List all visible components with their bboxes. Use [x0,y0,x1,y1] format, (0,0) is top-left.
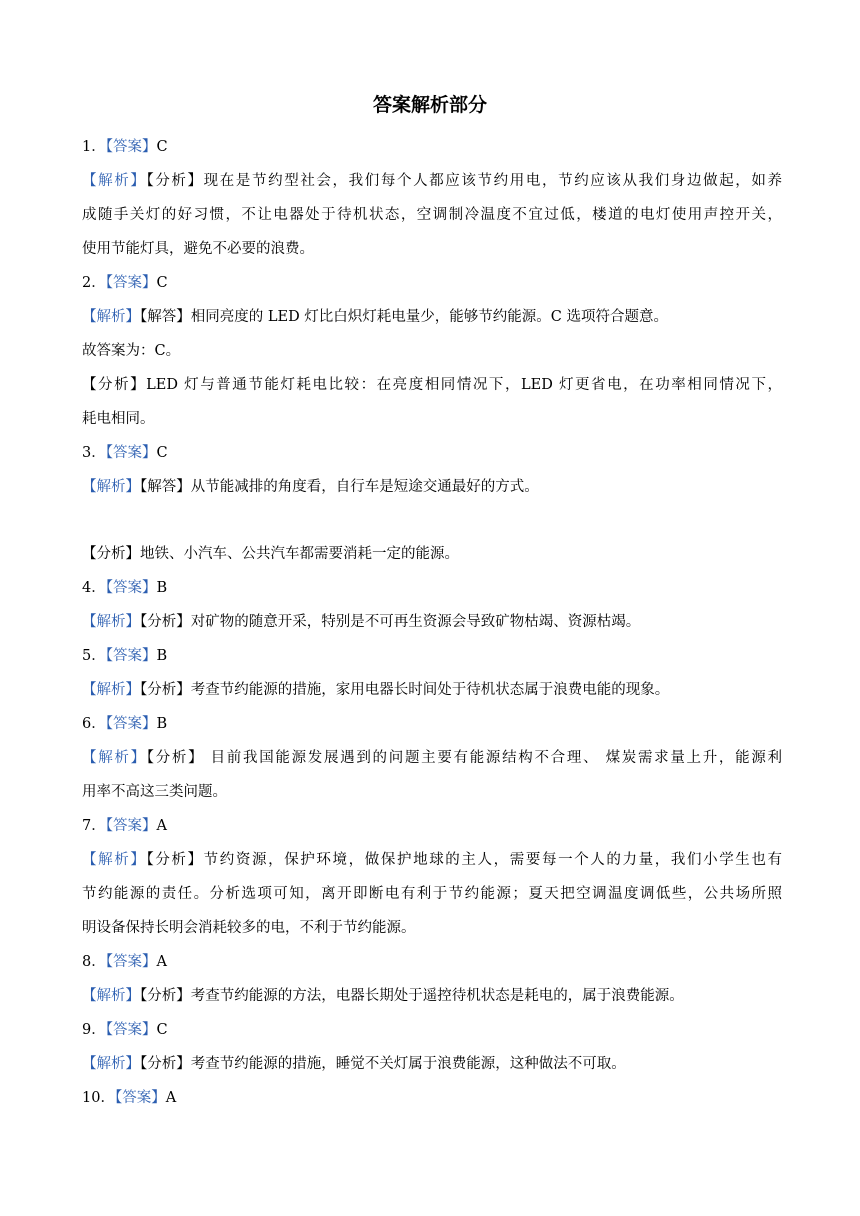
answer-line-3 [82,436,782,470]
answer-value: C [156,445,168,461]
answer-line-2 [82,266,782,300]
item-number: 2． [82,275,106,291]
explanation-line [82,605,782,639]
fenxi-tag: 【分析】 [146,852,204,868]
item-number: 4． [82,580,106,596]
item-number: 9． [82,1022,106,1038]
answer-value: B [156,580,168,596]
explanation-text: 考查节约能源的措施，家用电器长时间处于待机状态属于浪费电能的现象。 [190,682,670,698]
analysis-line [82,537,782,571]
jiexi-tag: 【解析】 [82,479,140,495]
answer-value: B [156,648,168,664]
answer-tag: 【答案】 [105,716,157,732]
analysis-line: 耗电相同。 [82,411,155,427]
explanation-text: 节约资源，保护环境，做保护地球的主人，需要每一个人的力量，我们小学生也有 [203,852,782,868]
answer-tag: 【答案】 [105,818,157,834]
explanation-text: 对矿物的随意开采，特别是不可再生资源会导致矿物枯竭、资源枯竭。 [190,614,641,630]
answer-tag: 【答案】 [105,445,157,461]
answer-value: C [156,139,168,155]
jiexi-tag: 【解析】 [82,173,147,189]
explanation-text: 目前我国能源发展遇到的问题主要有能源结构不合理、 煤炭需求量上升，能源利 [204,750,782,766]
fenxi-tag: 【分析】 [82,377,147,393]
fenxi-tag: 【分析】 [140,614,191,630]
jieda-tag: 【解答】 [140,309,191,325]
explanation-text: 考查节约能源的措施，睡觉不关灯属于浪费能源，这种做法不可取。 [190,1056,626,1072]
fenxi-tag: 【分析】 [140,1056,191,1072]
page-title: 答案解析部分 [372,94,487,116]
answer-tag: 【答案】 [114,1090,166,1106]
jiexi-tag: 【解析】 [82,614,140,630]
answer-tag: 【答案】 [105,954,157,970]
analysis-line [82,368,782,402]
answer-value: A [165,1090,177,1106]
fenxi-tag: 【分析】 [82,546,140,562]
item-number: 3． [82,445,106,461]
answer-line-9 [82,1013,782,1047]
answer-line-4 [82,571,782,605]
explanation-line [82,673,782,707]
jiexi-tag: 【解析】 [82,988,140,1004]
item-number: 6． [82,716,106,732]
item-number: 1． [82,139,106,155]
fenxi-tag: 【分析】 [146,750,205,766]
item-number: 10． [82,1090,115,1106]
explanation-line: 成随手关灯的好习惯，不让电器处于待机状态，空调制冷温度不宜过低，楼道的电灯使用声控开关， [82,207,782,223]
answer-line-6 [82,707,782,741]
explanation-text: 现在是节约型社会，我们每个人都应该节约用电，节约应该从我们身边做起，如养 [203,173,782,189]
explanation-line [82,1047,782,1081]
fenxi-tag: 【分析】 [140,988,191,1004]
fenxi-tag: 【分析】 [146,173,204,189]
explanation-line [82,470,782,504]
answer-value: C [156,1022,168,1038]
answer-line-1 [82,130,782,164]
explanation-line [82,741,782,775]
explanation-line: 节约能源的责任。分析选项可知，离开即断电有利于节约能源；夏天把空调温度调低些，公共场所照 [82,886,782,902]
answer-tag: 【答案】 [105,1022,157,1038]
jiexi-tag: 【解析】 [82,1056,140,1072]
jiexi-tag: 【解析】 [82,750,147,766]
explanation-line [82,979,782,1013]
item-number: 7． [82,818,106,834]
explanation-line [82,843,782,877]
explanation-line: 明设备保持长明会消耗较多的电，不利于节约能源。 [82,920,416,936]
analysis-text: 地铁、小汽车、公共汽车都需要消耗一定的能源。 [140,546,459,562]
answer-line-7 [82,809,782,843]
explanation-line: 用率不高这三类问题。 [82,784,227,800]
explanation-text: 考查节约能源的方法，电器长期处于遥控待机状态是耗电的，属于浪费能源。 [190,988,684,1004]
answer-line-8 [82,945,782,979]
fenxi-tag: 【分析】 [140,682,191,698]
answer-value: A [156,818,167,834]
item-number: 8． [82,954,106,970]
jieda-tag: 【解答】 [140,479,191,495]
answer-line-5 [82,639,782,673]
answer-tag: 【答案】 [105,275,157,291]
blank-gap [82,504,782,537]
explanation-line [82,164,782,198]
analysis-text: LED 灯与普通节能灯耗电比较：在亮度相同情况下，LED 灯更省电，在功率相同情况下， [146,377,782,393]
jiexi-tag: 【解析】 [82,309,140,325]
explanation-line [82,300,782,334]
answer-tag: 【答案】 [105,648,157,664]
explanation-text: 相同亮度的 LED 灯比白炽灯耗电量少，能够节约能源。C 选项符合题意。 [190,309,669,325]
conclusion-line: 故答案为：C。 [82,343,181,359]
answer-value: B [156,716,168,732]
answer-line-10 [82,1081,782,1115]
answer-value: A [156,954,167,970]
answer-tag: 【答案】 [105,580,157,596]
explanation-line: 使用节能灯具，避免不必要的浪费。 [82,241,314,257]
answer-tag: 【答案】 [105,139,157,155]
jiexi-tag: 【解析】 [82,682,140,698]
answer-value: C [156,275,168,291]
jiexi-tag: 【解析】 [82,852,147,868]
answer-list [82,130,782,1115]
item-number: 5． [82,648,106,664]
explanation-text: 从节能减排的角度看，自行车是短途交通最好的方式。 [190,479,539,495]
